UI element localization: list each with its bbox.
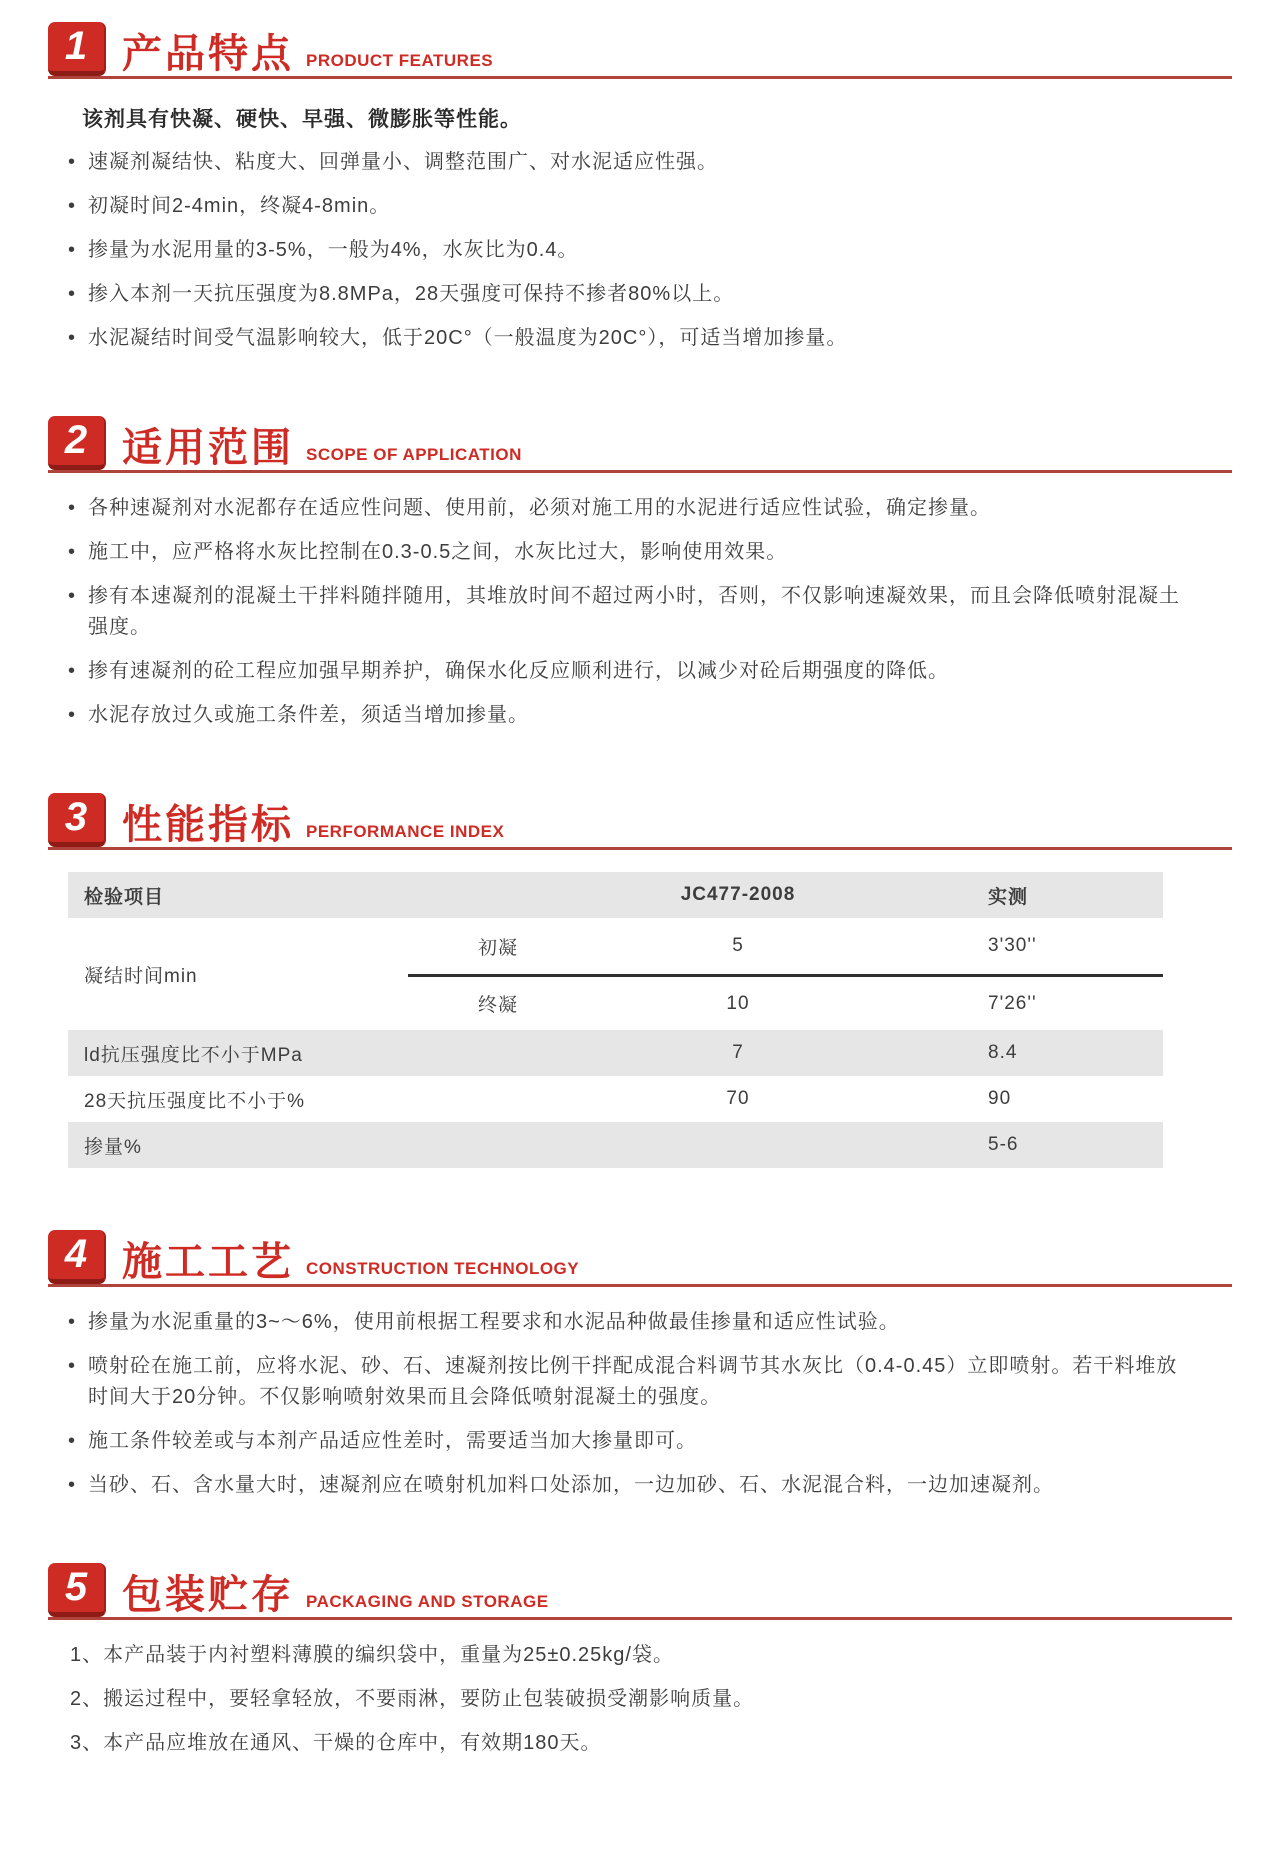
section-5-body — [48, 1620, 1232, 1759]
performance-table — [68, 872, 1163, 1168]
bullet-item: • 掺入本剂一天抗压强度为8.8MPa，28天强度可保持不掺者80%以上。 — [68, 279, 1193, 310]
table-cell-label: 凝结时间min — [84, 965, 198, 987]
section-number-badge: 5 — [48, 1563, 106, 1617]
bullet-list — [68, 1307, 1232, 1501]
table-cell-measured: 90 — [988, 1088, 1012, 1109]
numbered-item: 2、搬运过程中，要轻拿轻放，不要雨淋，要防止包装破损受潮影响质量。 — [70, 1688, 755, 1710]
bullet-item: • 水泥凝结时间受气温影响较大，低于20C°（一般温度为20C°），可适当增加掺量。 — [68, 323, 1193, 354]
section-title-en: PERFORMANCE INDEX — [306, 822, 505, 841]
setting-time-subrows — [408, 918, 1163, 1030]
bullet-item: • 各种速凝剂对水泥都存在适应性问题、使用前，必须对施工用的水泥进行适应性试验，确定掺量。 — [68, 493, 1193, 524]
section-title-zh: 产品特点 — [122, 32, 294, 76]
section-title-en: PACKAGING AND STORAGE — [306, 1592, 549, 1611]
numbered-item: 3、本产品应堆放在通风、干燥的仓库中，有效期180天。 — [70, 1732, 602, 1754]
section-title-zh: 包装贮存 — [122, 1573, 294, 1617]
numbered-list — [68, 1640, 1232, 1759]
bullet-item: • 掺量为水泥用量的3-5%，一般为4%，水灰比为0.4。 — [68, 235, 1193, 266]
table-cell-measured: 5-6 — [988, 1134, 1019, 1155]
section-number-badge: 3 — [48, 793, 106, 847]
section-4-body — [48, 1287, 1232, 1501]
bullet-item: • 水泥存放过久或施工条件差，须适当增加掺量。 — [68, 700, 1193, 731]
section-construction-technology — [48, 1230, 1232, 1501]
table-header-standard: JC477-2008 — [680, 884, 796, 905]
table-cell-label: 28天抗压强度比不小于% — [84, 1090, 306, 1112]
section-packaging-storage — [48, 1563, 1232, 1759]
section-number-badge: 1 — [48, 22, 106, 76]
bullet-item: • 喷射砼在施工前，应将水泥、砂、石、速凝剂按比例干拌配成混合料调节其水灰比（0.4-0.45）立即喷射。若干料堆放时间大于20分钟。不仅影响喷射效果而且会降低喷射混凝土的强度。 — [68, 1351, 1193, 1413]
table-row-28d-strength — [68, 1076, 1163, 1122]
table-row-1d-strength — [68, 1030, 1163, 1076]
bullet-item: • 掺有速凝剂的砼工程应加强早期养护，确保水化反应顺利进行，以减少对砼后期强度的降低。 — [68, 656, 1193, 687]
section-title-zh: 适用范围 — [122, 426, 294, 470]
bullet-item: • 施工中，应严格将水灰比控制在0.3-0.5之间，水灰比过大，影响使用效果。 — [68, 537, 1193, 568]
section-product-features — [48, 22, 1232, 354]
bullet-list — [68, 147, 1232, 354]
table-cell-measured: 8.4 — [988, 1042, 1018, 1063]
bullet-item: • 施工条件较差或与本剂产品适应性差时，需要适当加大掺量即可。 — [68, 1426, 1193, 1457]
section-title-zh: 施工工艺 — [122, 1240, 294, 1284]
table-cell-label: 掺量% — [84, 1136, 142, 1158]
bullet-item: • 当砂、石、含水量大时，速凝剂应在喷射机加料口处添加，一边加砂、石、水泥混合料，一边加速凝剂。 — [68, 1470, 1193, 1501]
section-number-badge: 4 — [48, 1230, 106, 1284]
section-3-header — [48, 793, 1232, 850]
table-header-measured: 实测 — [988, 886, 1029, 908]
section-2-header — [48, 416, 1232, 473]
table-row-initial-set — [408, 918, 1163, 974]
bullet-item: • 掺量为水泥重量的3~～6%，使用前根据工程要求和水泥品种做最佳掺量和适应性试验。 — [68, 1307, 1193, 1338]
section-performance-index — [48, 793, 1232, 1168]
table-cell-measured: 7'26'' — [988, 992, 1037, 1014]
intro-line: 该剂具有快凝、硬快、早强、微膨胀等性能。 — [82, 108, 522, 131]
table-header-row — [68, 872, 1163, 918]
section-number-badge: 2 — [48, 416, 106, 470]
table-cell-standard: 7 — [732, 1042, 744, 1063]
section-1-body — [48, 79, 1232, 354]
table-cell-standard: 70 — [726, 1088, 750, 1109]
table-cell-standard: 5 — [732, 935, 744, 956]
section-2-body — [48, 473, 1232, 731]
table-row-final-set — [408, 974, 1163, 1030]
section-title-en: PRODUCT FEATURES — [306, 51, 494, 70]
bullet-list — [68, 493, 1232, 731]
table-cell-sublabel: 初凝 — [477, 937, 518, 959]
section-scope-of-application — [48, 416, 1232, 731]
table-cell-measured: 3'30'' — [988, 935, 1037, 956]
table-cell-standard: 10 — [726, 992, 750, 1014]
table-row-dosage — [68, 1122, 1163, 1168]
section-title-zh: 性能指标 — [122, 803, 294, 847]
table-row-setting-time — [68, 918, 1163, 1030]
section-title-en: SCOPE OF APPLICATION — [306, 445, 522, 464]
numbered-item: 1、本产品装于内衬塑料薄膜的编织袋中，重量为25±0.25kg/袋。 — [70, 1644, 674, 1666]
table-cell-label: ld抗压强度比不小于MPa — [84, 1044, 303, 1066]
bullet-item: • 速凝剂凝结快、粘度大、回弹量小、调整范围广、对水泥适应性强。 — [68, 147, 1193, 178]
section-4-header — [48, 1230, 1232, 1287]
section-title-en: CONSTRUCTION TECHNOLOGY — [306, 1259, 580, 1278]
table-header-item: 检验项目 — [84, 886, 165, 908]
table-cell-sublabel: 终凝 — [477, 995, 518, 1016]
section-5-header — [48, 1563, 1232, 1620]
bullet-item: • 初凝时间2-4min，终凝4-8min。 — [68, 191, 1193, 222]
section-1-header — [48, 22, 1232, 79]
bullet-item: • 掺有本速凝剂的混凝土干拌料随拌随用，其堆放时间不超过两小时，否则，不仅影响速凝效果，而且会降低喷射混凝土强度。 — [68, 581, 1193, 643]
